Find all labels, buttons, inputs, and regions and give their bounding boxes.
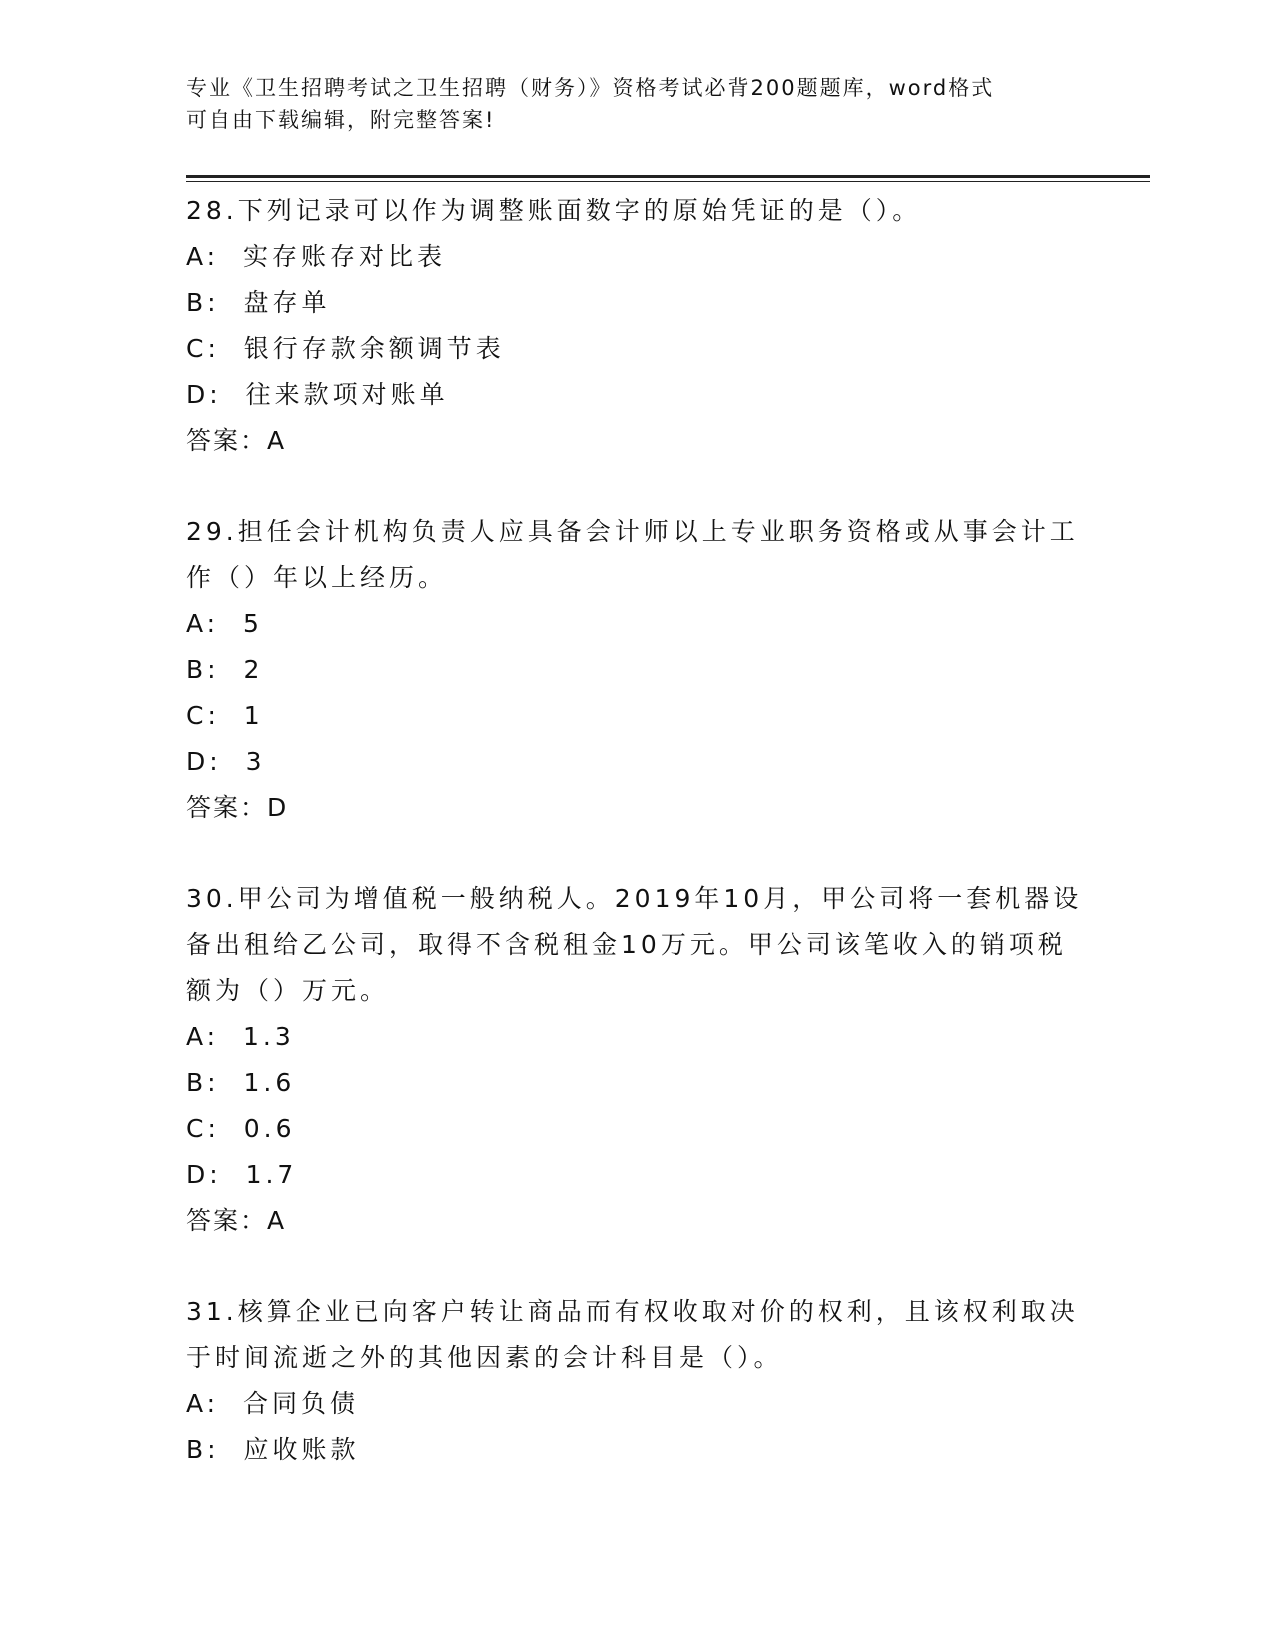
option-b: B: 盘存单	[186, 288, 331, 317]
header-line-1: 专业《卫生招聘考试之卫生招聘（财务）》资格考试必背200题题库，word格式	[186, 76, 995, 100]
document-header	[186, 72, 1066, 136]
question-29	[186, 509, 1086, 831]
option-b: B: 1.6	[186, 1068, 296, 1097]
question-text: 31.核算企业已向客户转让商品而有权收取对价的权利，且该权利取决于时间流逝之外的其他因素的会计科目是（）。	[186, 1297, 1079, 1372]
option-b: B: 2	[186, 655, 264, 684]
option-a: A: 5	[186, 609, 263, 638]
option-c: C: 银行存款余额调节表	[186, 334, 505, 363]
answer: 答案：A	[186, 426, 287, 455]
header-divider-thin	[186, 181, 1150, 182]
option-c: C: 1	[186, 701, 264, 730]
option-c: C: 0.6	[186, 1114, 296, 1143]
question-text: 30.甲公司为增值税一般纳税人。2019年10月，甲公司将一套机器设备出租给乙公司，取得不含税租金10万元。甲公司该笔收入的销项税额为（）万元。	[186, 884, 1083, 1005]
option-a: A: 实存账存对比表	[186, 242, 446, 271]
option-a: A: 合同负债	[186, 1389, 359, 1418]
option-b: B: 应收账款	[186, 1435, 360, 1464]
answer: 答案：A	[186, 1206, 287, 1235]
header-line-2: 可自由下载编辑，附完整答案!	[186, 108, 496, 132]
question-text: 28.下列记录可以作为调整账面数字的原始凭证的是（）。	[186, 196, 922, 225]
answer: 答案：D	[186, 793, 289, 822]
question-31	[186, 1289, 1086, 1473]
option-a: A: 1.3	[186, 1022, 295, 1051]
question-30	[186, 876, 1086, 1244]
option-d: D: 1.7	[186, 1160, 298, 1189]
question-text: 29.担任会计机构负责人应具备会计师以上专业职务资格或从事会计工作（）年以上经历。	[186, 517, 1079, 592]
question-list	[186, 188, 1086, 1518]
option-d: D: 3	[186, 747, 266, 776]
question-28	[186, 188, 1086, 464]
header-divider-thick	[186, 175, 1150, 178]
option-d: D: 往来款项对账单	[186, 380, 449, 409]
